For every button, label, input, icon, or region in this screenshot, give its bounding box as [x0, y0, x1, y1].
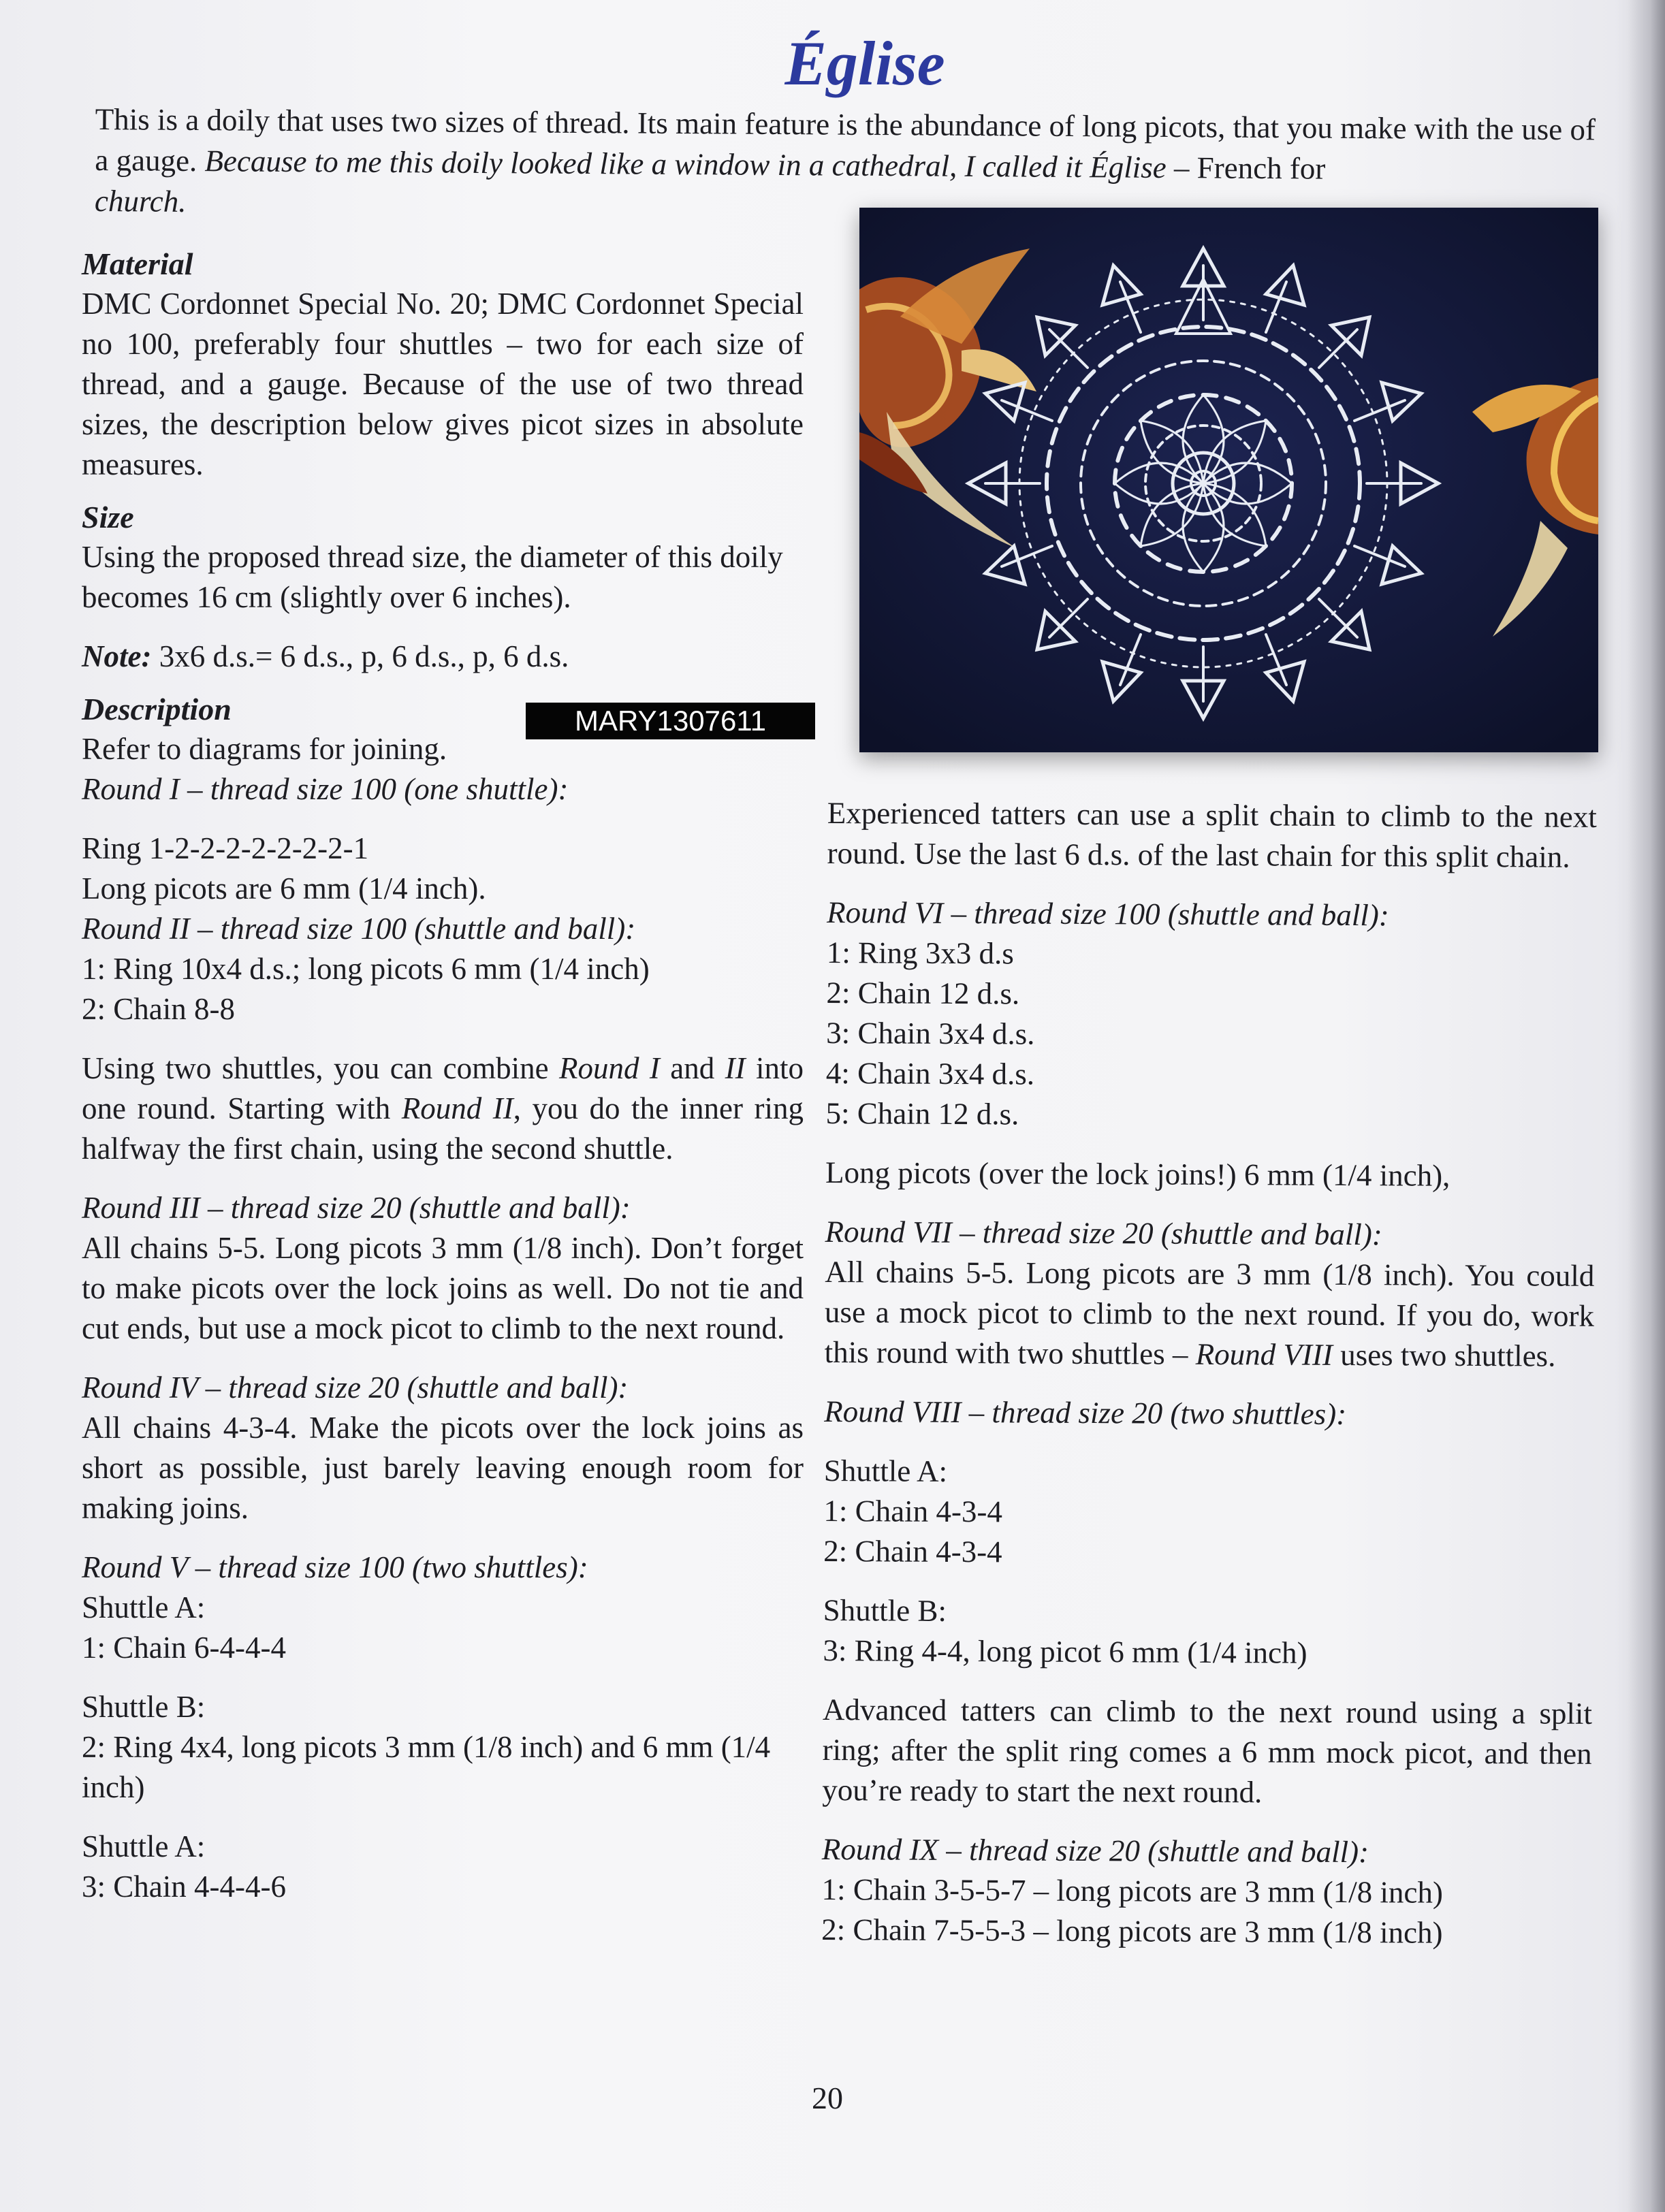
page-number: 20	[812, 2081, 843, 2115]
round8-advanced: Advanced tatters can climb to the next round using a split ring; after the split ring comes a 6 mm mock picot, and then you’re ready to start the next round.	[822, 1692, 1593, 1810]
round8-line: 3: Ring 4-4, long picot 6 mm (1/4 inch)	[823, 1633, 1307, 1670]
round2-heading: Round II – thread size 100 (shuttle and ball):	[82, 912, 636, 946]
material-heading: Material	[82, 246, 193, 281]
round9-heading: Round IX – thread size 20 (shuttle and ball):	[821, 1831, 1369, 1870]
round8-line: 2: Chain 4-3-4	[823, 1533, 1002, 1569]
round5-shuttle-b: Shuttle B:	[82, 1690, 206, 1724]
round1-line: Long picots are 6 mm (1/4 inch).	[82, 871, 486, 905]
page-title: Église	[784, 29, 945, 98]
doily-lace	[968, 249, 1438, 718]
round2-para-text: Using two shuttles, you can combine	[82, 1051, 559, 1085]
doily-image	[859, 208, 1598, 752]
round4-text: All chains 4-3-4. Make the picots over the lock joins as short as possible, just barely leaving enough room for making joins.	[82, 1411, 804, 1525]
round8-shuttle-a: Shuttle A:	[823, 1453, 948, 1488]
catalog-tag: MARY1307611	[526, 703, 815, 739]
round3-text: All chains 5-5. Long picots 3 mm (1/8 inch). Don’t forget to make picots over the lock joins as well. Do not tie and cut ends, but use a mock picot to climb to the next round.	[82, 1231, 804, 1345]
left-column	[82, 231, 804, 1907]
round9-line: 2: Chain 7-5-5-3 – long picots are 3 mm (1/8 inch)	[821, 1912, 1443, 1950]
round4-heading: Round IV – thread size 20 (shuttle and ball):	[82, 1371, 629, 1405]
note-line	[82, 637, 804, 677]
round5-shuttle-a: Shuttle A:	[82, 1829, 206, 1863]
round2-para-italic: Round I	[558, 1051, 660, 1085]
round6-line: 3: Chain 3x4 d.s.	[826, 1015, 1035, 1051]
note-label: Note:	[82, 639, 152, 673]
round2-para-text: and	[659, 1051, 725, 1085]
round2-line: 2: Chain 8-8	[82, 992, 235, 1026]
round6-line: 2: Chain 12 d.s.	[826, 975, 1020, 1011]
round1-line: Ring 1-2-2-2-2-2-2-2-1	[82, 831, 369, 865]
round5-shuttle-a: Shuttle A:	[82, 1590, 206, 1624]
round7-heading: Round VII – thread size 20 (shuttle and ball):	[825, 1214, 1382, 1252]
round7-text-part: uses two shuttles.	[1332, 1337, 1556, 1373]
intro-church-text: church.	[94, 183, 187, 219]
round2-para-text: , you do the inner ring halfway the first chain, using the second shuttle.	[82, 1091, 804, 1166]
intro-french-text: – French for	[1166, 150, 1326, 186]
size-heading: Size	[82, 500, 134, 534]
round2-para-italic: II	[725, 1051, 746, 1085]
description-refer: Refer to diagrams for joining.	[82, 732, 447, 766]
round7-text-part: All chains 5-5. Long picots are 3 mm (1/8 inch). You could use a mock picot to climb to the next round. If you do, work this round with two shuttles –	[824, 1254, 1595, 1371]
round6-line: 4: Chain 3x4 d.s.	[825, 1055, 1035, 1091]
round5-heading: Round V – thread size 100 (two shuttles):	[82, 1550, 588, 1584]
material-text: DMC Cordonnet Special No. 20; DMC Cordonnet Special no 100, preferably four shuttles – two for each size of thread, and a gauge. Because of the use of two thread sizes, the description below gives picot sizes in absolute measures.	[82, 287, 804, 481]
round2-combine-paragraph	[82, 1048, 804, 1169]
round5-line: 1: Chain 6-4-4-4	[82, 1631, 286, 1665]
round8-line: 1: Chain 4-3-4	[823, 1493, 1003, 1529]
split-chain-note: Experienced tatters can use a split chain to climb to the next round. Use the last 6 d.s. of the last chain for this split chain.	[827, 796, 1597, 874]
round3-heading: Round III – thread size 20 (shuttle and ball):	[82, 1191, 631, 1225]
description-heading: Description	[82, 692, 232, 726]
round5-line: 3: Chain 4-4-4-6	[82, 1870, 286, 1904]
note-text: 3x6 d.s.= 6 d.s., p, 6 d.s., p, 6 d.s.	[151, 639, 569, 673]
round6-line: 5: Chain 12 d.s.	[825, 1095, 1019, 1132]
round2-para-italic: Round II	[401, 1091, 513, 1125]
size-text: Using the proposed thread size, the diameter of this doily becomes 16 cm (slightly over 6 inches).	[82, 540, 783, 614]
round5-line: 2: Ring 4x4, long picots 3 mm (1/8 inch) and 6 mm (1/4 inch)	[82, 1730, 771, 1804]
intro-text: This is a doily that uses two sizes of thread. Its main feature is the abundance of long picots, that you make with the use of a gauge.	[95, 101, 1596, 178]
round9-line: 1: Chain 3-5-5-7 – long picots are 3 mm (1/8 inch)	[821, 1872, 1444, 1910]
round2-line: 1: Ring 10x4 d.s.; long picots 6 mm (1/4 inch)	[82, 952, 650, 986]
right-column	[821, 793, 1597, 1954]
round7-text-italic: Round VIII	[1195, 1336, 1333, 1372]
round8-heading: Round VIII – thread size 20 (two shuttles):	[824, 1394, 1347, 1432]
intro-italic-text: Because to me this doily looked like a window in a cathedral, I called it Église	[204, 144, 1167, 185]
page-edge-shadow	[1628, 0, 1665, 2212]
round1-heading: Round I – thread size 100 (one shuttle):	[82, 772, 569, 806]
round6-heading: Round VI – thread size 100 (shuttle and ball):	[826, 895, 1389, 933]
round7-text	[825, 1252, 1595, 1377]
round2-para-text: into one round. Starting with	[82, 1051, 804, 1125]
round8-shuttle-b: Shuttle B:	[823, 1592, 947, 1628]
round6-note: Long picots (over the lock joins!) 6 mm (1/4 inch),	[825, 1155, 1450, 1193]
round6-line: 1: Ring 3x3 d.s	[826, 935, 1014, 971]
doily-photo	[859, 208, 1598, 752]
